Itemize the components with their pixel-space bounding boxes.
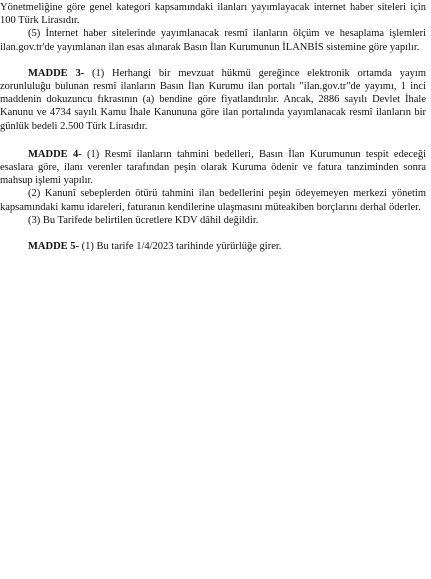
- paragraph-article-5: [0, 240, 426, 253]
- paragraph-text: (1) Herhangi bir mevzuat hükmü gereğince elektronik ortamda yayım zorunluluğu bulunan resmî ilanların Basın İlan Kurumu ilan portalı "ilan.gov.tr"de yayımı, 1 inci maddenin dokuzuncu fıkrasının (a) bendine göre fiyatlandırılır. Ancak, 2886 sayılı Devlet İhale Kanunu ve 4734 sayılı Kamu İhale Kanununa göre ilan portalında yayımlanacak resmî ilanların bir günlük bedeli 2.500 Türk Lirasıdır.: [0, 67, 426, 132]
- paragraph-article-4-clause-3: [0, 214, 426, 227]
- paragraph-text: Yönetmeliğine göre genel kategori kapsamındaki ilanları yayımlayacak internet haber siteleri için 100 Türk Lirasıdır.: [0, 2, 426, 27]
- article-5-heading: MADDE 5-: [28, 241, 80, 253]
- article-3-heading: MADDE 3-: [28, 67, 85, 79]
- paragraph-article-4: [0, 148, 426, 188]
- paragraph-continuation: [0, 1, 426, 27]
- paragraph-text: (5) İnternet haber sitelerinde yayımlanacak resmî ilanların ölçüm ve hesaplama işlemleri ilan.gov.tr'de yayımlanan ilan esas alınarak Basın İlan Kurumunun İLANBİS sistemine göre yapılır.: [0, 28, 426, 53]
- paragraph-article-3: [0, 67, 426, 133]
- paragraph-text: (1) Bu tarife 1/4/2023 tarihinde yürürlüğe girer.: [79, 241, 282, 253]
- article-4-heading: MADDE 4-: [28, 148, 82, 160]
- paragraph-article-4-clause-2: [0, 187, 426, 213]
- paragraph-clause-5: [0, 27, 426, 53]
- paragraph-text: (2) Kanunî sebeplerden ötürü tahmini ilan bedellerini peşin ödeyemeyen merkezi yönetim kapsamındaki kamu idareleri, faturanın kendilerine ulaşmasını müteakiben borçlarını derhal öderler.: [0, 188, 426, 213]
- paragraph-text: (3) Bu Tarifede belirtilen ücretlere KDV dâhil değildir.: [28, 214, 259, 226]
- paragraph-text: (1) Resmî ilanların tahmini bedelleri, Basın İlan Kurumunun tespit edeceği esaslara göre, ilanı verenler tarafından peşin olarak Kuruma ödenir ve fatura tanziminden sonra mahsup işlemi yapılır.: [0, 148, 426, 187]
